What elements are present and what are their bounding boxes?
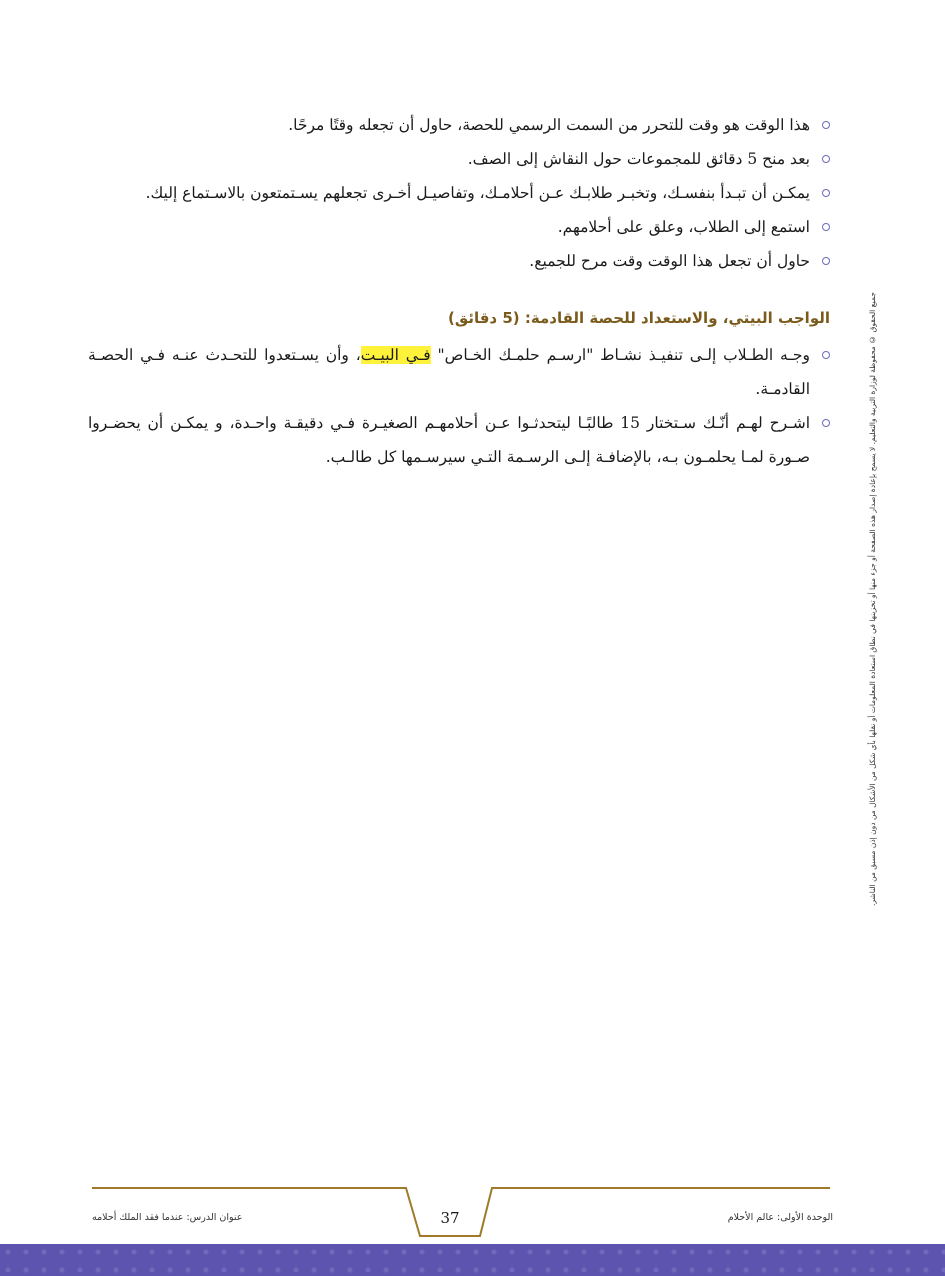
list-item: هذا الوقت هو وقت للتحرر من السمت الرسمي للحصة، حاول أن تجعله وقتًا مرحًا. [88, 108, 830, 142]
discussion-bullets [88, 108, 830, 278]
bullet-circle-icon [822, 121, 830, 129]
lesson-content [88, 108, 830, 474]
footer-unit: الوحدة الأولى: عالم الأحلام [727, 1212, 833, 1223]
page-number: 37 [440, 1209, 460, 1227]
bullet-circle-icon [822, 223, 830, 231]
section-title: الواجب البيتي، والاستعداد للحصة القادمة: (5 دقائق) [447, 309, 830, 327]
list-item: حاول أن تجعل هذا الوقت وقت مرح للجميع. [88, 244, 830, 278]
bullet-circle-icon [822, 189, 830, 197]
decorative-band [0, 1244, 945, 1276]
list-item: يمكـن أن تبـدأ بنفسـك، وتخبـر طلابـك عـن أحلامـك، وتفاصيـل أخـرى تجعلهم يسـتمتعون بالاسـتماع إليك. [88, 176, 830, 210]
list-item: بعد منح 5 دقائق للمجموعات حول النقاش إلى الصف. [88, 142, 830, 176]
footer-lesson: عنوان الدرس: عندما فقد الملك أحلامه [92, 1212, 243, 1223]
highlighted-text: فـي البيـت [360, 346, 431, 364]
list-item: اشـرح لهـم أنّـك سـتختار 15 طالبًـا ليتحدثـوا عـن أحلامهـم الصغيـرة فـي دقيقـة واحـدة، و يمكـن أن يحضـروا صـورة لمـا يحلمـون بـه، بالإضافـة إلـى الرسـمة التـي سيرسـمها كل طالـب. [88, 406, 830, 474]
list-item: استمع إلى الطلاب، وعلق على أحلامهم. [88, 210, 830, 244]
bullet-circle-icon [822, 257, 830, 265]
copyright-note: جميع الحقوق © محفوظة لوزارة التربية والتعليم. لا يسمح بإعادة إصدار هذه الصفحة أو جزء منها أو تخزينها في نطاق استعادة المعلومات أو نقلها بأي شكل من الأشكال من دون إذن مسبق من الناشر. [868, 292, 877, 906]
homework-bullets [88, 338, 830, 474]
bullet-circle-icon [822, 351, 830, 359]
bullet-circle-icon [822, 419, 830, 427]
bullet-circle-icon [822, 155, 830, 163]
list-item: وجـه الطـلاب إلـى تنفيـذ نشـاط "ارسـم حلمـك الخـاص" فـي البيـت، وأن يسـتعدوا للتحـدث عنـه فـي الحصـة القادمـة. [88, 338, 830, 406]
